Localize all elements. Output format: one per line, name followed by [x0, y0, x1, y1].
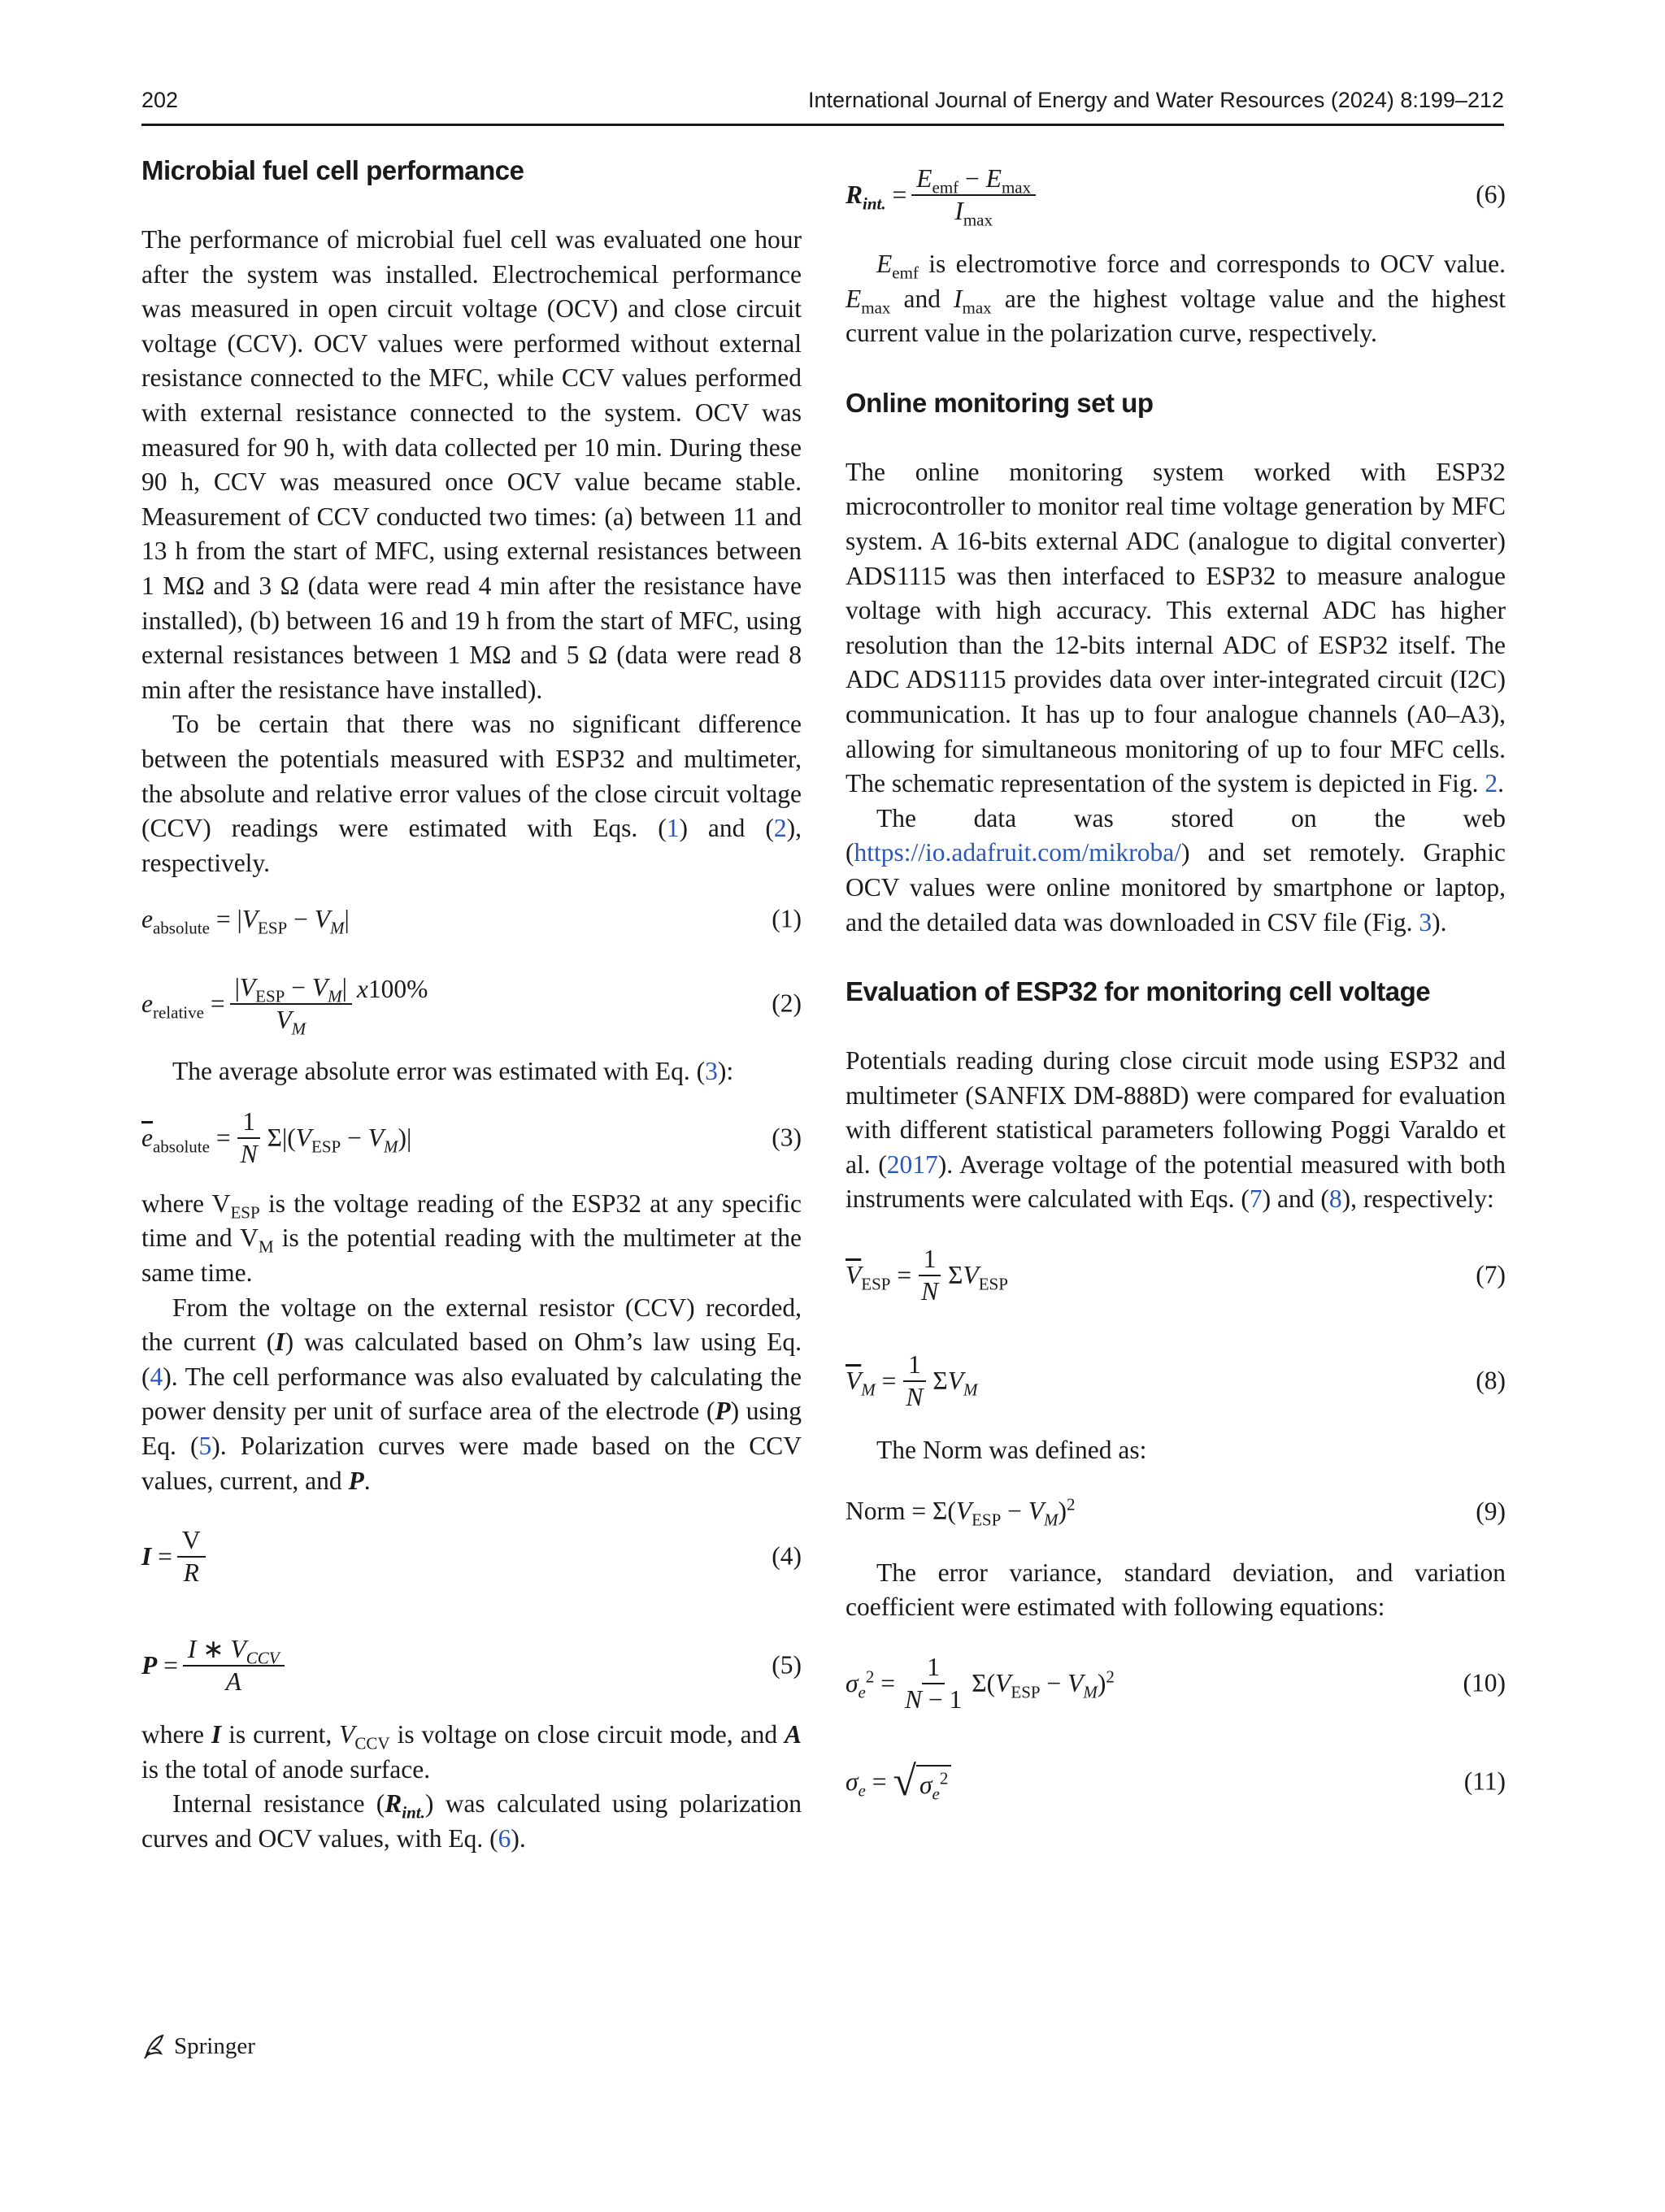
eq-ref-7[interactable]: 7	[1249, 1184, 1263, 1214]
equation-5: P = $\frac{I ∗ V_{CCV}}{A}$ (5)	[141, 1635, 802, 1697]
eq-ref-4[interactable]: 4	[150, 1362, 163, 1391]
equation-number: (10)	[1463, 1668, 1506, 1697]
paragraph-internal-resistance: Internal resistance $(R_{int.})$ was calculated using polarization curves and OCV values, with Eq. (6).	[141, 1789, 802, 1853]
equation-1: $e_{absolute} = |V_{ESP} - V_M|$ (1)	[141, 895, 802, 944]
equation-number: (1)	[772, 904, 802, 933]
paragraph-mfc-performance: The performance of microbial fuel cell was evaluated one hour after the system was installed. Electrochemical performance was measured in open circuit voltage (OCV) and close circuit voltage (CCV). OCV values were performed without external resistance connected to the MFC, while CCV values performed with external resistance connected to the system. OCV was measured for 90 h, with data collected per 10 min. During these 90 h, CCV was measured once OCV value became stable. Measurement of CCV conducted two times: (a) between 11 and 13 h from the start of MFC, using external resistances between 1 MΩ and 3 Ω (data were read 4 min after the resistance have installed), (b) between 16 and 19 h from the start of MFC, using external resistances between 1 MΩ and 5 Ω (data were read 8 min after the resistance have installed).	[141, 225, 802, 704]
eq-ref-6[interactable]: 6	[498, 1824, 511, 1853]
paragraph-error-variance: The error variance, standard deviation, and variation coefficient were estimated with following equations:	[846, 1558, 1506, 1622]
paragraph-error-intro: To be certain that there was no significant difference between the potentials measured with ESP32 and multimeter, the absolute and relative error values of the close circuit voltage (CCV) readings were estimated with Eqs. (1) and (2), respectively.	[141, 710, 802, 877]
eq-ref-1[interactable]: 1	[666, 814, 680, 843]
fig-ref-3[interactable]: 3	[1419, 907, 1432, 937]
right-column	[846, 154, 1506, 1819]
page-header	[141, 88, 1504, 126]
paragraph-average-error: The average absolute error was estimated with Eq. (3):	[172, 1057, 734, 1086]
springer-logo-icon	[141, 2032, 167, 2060]
equation-number: (11)	[1463, 1767, 1506, 1796]
section-heading-mfc-performance: Microbial fuel cell performance	[141, 155, 524, 185]
equation-6: $R_{int.}$ = $\frac{E_{emf} - E_{max}}{I_{max}}$ (6)	[846, 164, 1506, 230]
section-heading-esp32-evaluation: Evaluation of ESP32 for monitoring cell voltage	[846, 976, 1431, 1007]
equation-10: $\sigma_e^2$ = $\frac{1}{N - 1}$ $\Sigma(V_{ESP} - V_M)^2$ (10)	[846, 1652, 1506, 1714]
adafruit-link[interactable]: https://io.adafruit.com/mikroba/	[854, 838, 1181, 867]
paragraph-online-monitoring: The online monitoring system worked with ESP32 microcontroller to monitor real time voltage generation by MFC system. A 16-bits external ADC (analogue to digital converter) ADS1115 was then interfaced to ESP32 to measure analogue voltage with high accuracy. This external ADC has higher resolution than the 12-bits internal ADC of ESP32 itself. The ADC ADS1115 provides data over inter-integrated circuit (I2C) communication. It has up to four analogue channels (A0–A3), allowing for simultaneous monitoring of up to four MFC cells. The schematic representation of the system is depicted in Fig. 2.	[846, 457, 1506, 798]
equation-number: (4)	[772, 1541, 802, 1571]
eq-ref-5[interactable]: 5	[198, 1432, 212, 1461]
eq-ref-3[interactable]: 3	[705, 1057, 718, 1086]
eq-ref-2[interactable]: 2	[773, 814, 787, 843]
equation-4: I = $\frac{V}{R}$ (4)	[141, 1526, 802, 1588]
fig-ref-2[interactable]: 2	[1485, 769, 1498, 798]
equation-number: (5)	[772, 1650, 802, 1680]
paragraph-ohms-law: From the voltage on the external resistor (CCV) recorded, the current (I) was calculated based on Ohm’s law using Eq. (4). The cell performance was also evaluated by calculating the power density per unit of surface area of the electrode (P) using Eq. (5). Polarization curves were made based on the CCV values, current, and P.	[141, 1293, 802, 1495]
equation-3: $\overline{e}_{absolute}$ = $\frac{1}{N}$ $\Sigma|(V_{ESP} - V_M)|$ (3)	[141, 1106, 802, 1168]
equation-number: (2)	[772, 989, 802, 1018]
paragraph-where-vesp: where $V_{ESP}$ is the voltage reading of the ESP32 at any specific time and $V_M$ is the potential reading with the multimeter at the same time.	[141, 1189, 802, 1288]
equation-number: (3)	[772, 1123, 802, 1152]
paragraph-emf-definition: $E_{emf}$ is electromotive force and corresponds to OCV value. $E_{max}$ and $I_{max}$ are the highest voltage value and the highest current value in the polarization curve, respectively.	[846, 250, 1506, 348]
left-column	[141, 154, 802, 1857]
paragraph-esp32-evaluation: Potentials reading during close circuit mode using ESP32 and multimeter (SANFIX DM-888D) were compared for evaluation with different statistical parameters following Poggi Varaldo et al. (2017). Average voltage of the potential measured with both instruments were calculated with Eqs. (7) and (8), respectively:	[846, 1046, 1506, 1214]
paragraph-norm: The Norm was defined as:	[876, 1436, 1147, 1465]
equation-number: (7)	[1476, 1260, 1506, 1289]
citation-ref-2017[interactable]: 2017	[886, 1149, 938, 1179]
equation-number: (9)	[1476, 1497, 1506, 1526]
paragraph-data-storage: The data was stored on the web (https://io.adafruit.com/mikroba/) and set remotely. Graphic OCV values were online monitored by smartphone or laptop, and the detailed data was downloaded in CSV file (Fig. 3).	[846, 803, 1506, 937]
eq-ref-8[interactable]: 8	[1328, 1184, 1342, 1214]
equation-8: $\overline{V}_M$ = $\frac{1}{N}$ $\Sigma V_M$ (8)	[846, 1350, 1506, 1412]
equation-11: $\sigma_e$ = √ $\sigma_e^2$ (11)	[846, 1758, 1506, 1805]
page-number: 202	[141, 88, 179, 112]
equation-7: $\overline{V}_{ESP}$ = $\frac{1}{N}$ $\Sigma V_{ESP}$ (7)	[846, 1245, 1506, 1306]
equation-2: $e_{relative}$ = $\frac{|V_{ESP} - V_M|}{V_M}$ x100% (2)	[141, 973, 802, 1039]
section-heading-online-monitoring: Online monitoring set up	[846, 387, 1154, 418]
equation-number: (8)	[1476, 1366, 1506, 1395]
journal-citation: International Journal of Energy and Water Resources (2024) 8:199–212	[807, 88, 1504, 112]
equation-number: (6)	[1476, 180, 1506, 209]
page-footer	[141, 2032, 255, 2060]
equation-9: Norm = $\Sigma(V_{ESP} - V_M)^2$ (9)	[846, 1494, 1506, 1530]
publisher-name: Springer	[174, 2032, 255, 2059]
paragraph-where-i: where I is current, $V_{CCV}$ is voltage on close circuit mode, and A is the total of anode surface.	[141, 1720, 802, 1784]
